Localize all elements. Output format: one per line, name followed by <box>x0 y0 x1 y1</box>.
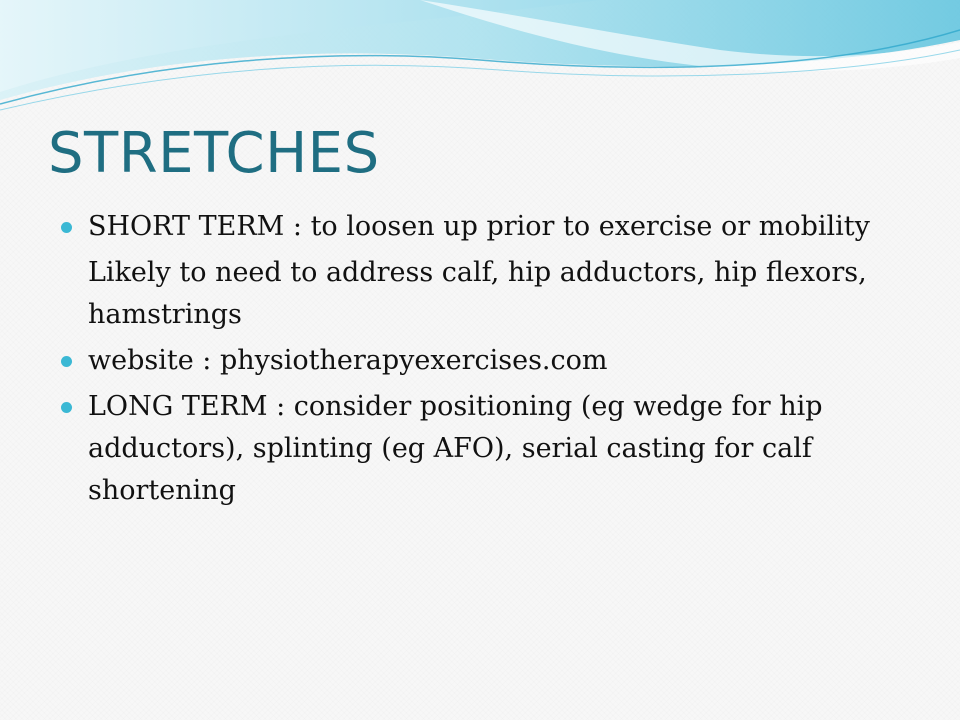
bullet-list <box>88 206 908 516</box>
bullet-text: website : physiotherapyexercises.com <box>88 345 608 376</box>
top-wave-decoration <box>0 0 960 120</box>
bullet-icon <box>61 222 72 233</box>
bullet-icon <box>61 356 72 367</box>
bullet-text: SHORT TERM : to loosen up prior to exercise or mobility <box>88 211 870 242</box>
slide-title: STRETCHES <box>48 121 380 186</box>
bullet-item-website <box>88 340 908 382</box>
bullet-icon <box>61 402 72 413</box>
bullet-item-short-term <box>88 206 908 336</box>
bullet-continuation-text: Likely to need to address calf, hip adductors, hip flexors, hamstrings <box>88 257 867 330</box>
bullet-item-long-term <box>88 386 908 512</box>
bullet-text: LONG TERM : consider positioning (eg wedge for hip adductors), splinting (eg AFO), serial casting for calf shortening <box>88 391 823 506</box>
